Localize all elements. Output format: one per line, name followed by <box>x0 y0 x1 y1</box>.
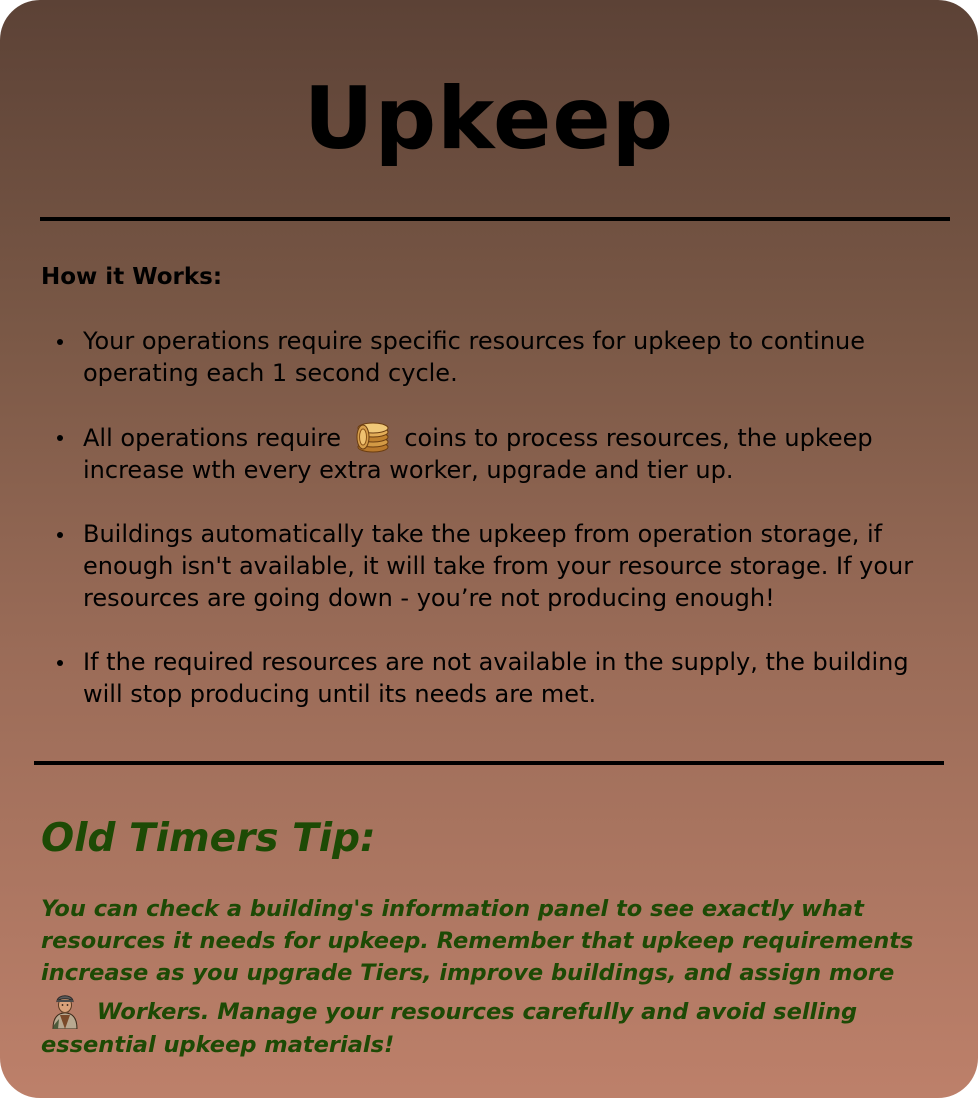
tip-heading: Old Timers Tip: <box>41 816 376 861</box>
how-it-works-heading: How it Works: <box>41 264 223 290</box>
list-item <box>54 325 949 389</box>
list-item <box>54 421 949 486</box>
list-item-text-continued: coins to process resources, the upkeep increase wth every extra worker, upgrade and tier up. <box>83 424 873 484</box>
bullet-dot <box>57 532 63 538</box>
bullet-dot <box>57 660 63 666</box>
bullet-dot <box>57 435 63 441</box>
worker-icon <box>45 989 85 1029</box>
how-it-works-list <box>54 325 949 742</box>
list-item-text: Your operations require specific resources for upkeep to continue operating each 1 second cycle. <box>83 327 866 387</box>
page-title: Upkeep <box>303 69 675 169</box>
title-divider <box>40 217 950 221</box>
bullet-dot <box>57 339 63 345</box>
coins-icon <box>351 421 395 453</box>
section-divider <box>34 761 944 765</box>
tip-text-continued: Workers. Manage your resources carefully and avoid selling essential upkeep materials! <box>41 999 858 1058</box>
list-item <box>54 646 949 710</box>
tip-body <box>41 893 946 1061</box>
list-item <box>54 518 949 614</box>
list-item-text: All operations require <box>83 424 342 452</box>
list-item-text: Buildings automatically take the upkeep from operation storage, if enough isn't available, it will take from your resource storage. If your resources are going down - you’re not producing enough! <box>83 520 914 612</box>
list-item-text: If the required resources are not available in the supply, the building will stop producing until its needs are met. <box>83 648 909 708</box>
tip-text: You can check a building's information panel to see exactly what resources it needs for upkeep. Remember that upkeep requirements increase as you upgrade Tiers, improve buildings, and assign more <box>41 896 914 986</box>
